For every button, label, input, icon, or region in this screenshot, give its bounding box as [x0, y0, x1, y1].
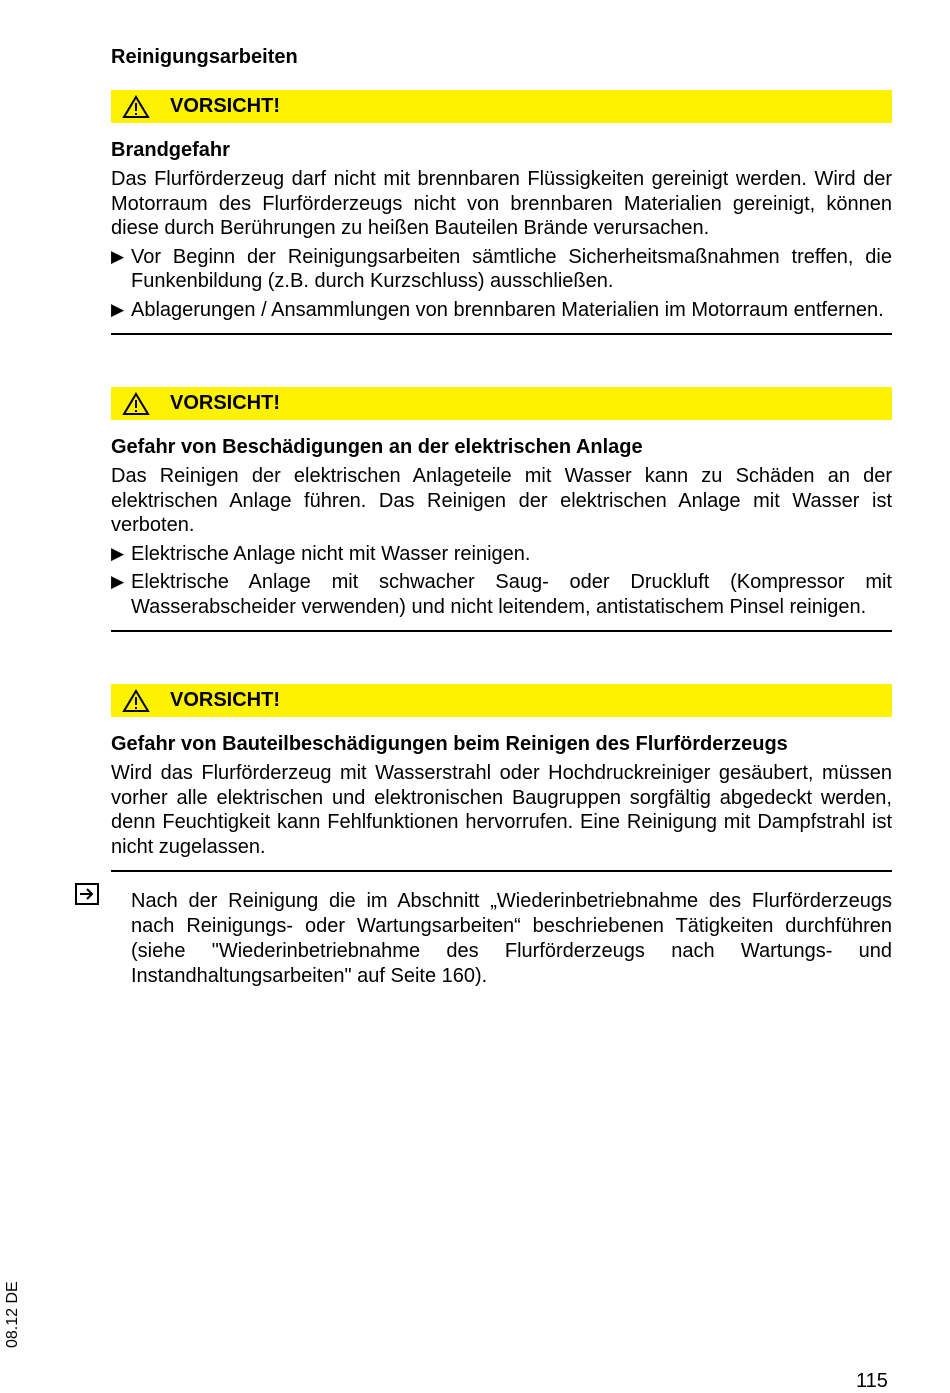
arrow-right-icon: [75, 883, 99, 905]
list-item: ▶ Elektrische Anlage nicht mit Wasser reinigen.: [111, 542, 531, 565]
warning-body: Das Reinigen der elektrischen Anlageteile mit Wasser kann zu Schäden an der elektrischen Anlage führen. Das Reinigen der elektrischen Anlage mit Wasser ist verboten.: [111, 465, 892, 536]
list-item: ▶ Ablagerungen / Ansammlungen von brennbaren Materialien im Motorraum entfernen.: [111, 298, 884, 321]
list-item: ▶ Vor Beginn der Reinigungsarbeiten sämtliche Sicherheitsmaßnahmen treffen, die Funkenbildung (z.B. durch Kurzschluss) ausschließen.: [111, 245, 892, 292]
bullet-triangle-icon: ▶: [111, 572, 125, 591]
warning-block-electrical: [111, 387, 892, 632]
note-text: Nach der Reinigung die im Abschnitt „Wiederinbetriebnahme des Flurförderzeugs nach Reinigungs- oder Wartungsarbeiten“ beschriebenen Tätigkeiten durchführen (siehe "Wiederinbetriebnahme des Flurförderzeugs nach Wartungs- und Instandhaltungsarbeiten" auf Seite 160).: [131, 890, 892, 987]
list-item: ▶ Elektrische Anlage mit schwacher Saug- oder Druckluft (Kompressor mit Wasserabscheider verwenden) und nicht leitendem, antistatischem Pinsel reinigen.: [111, 571, 892, 618]
warning-label: VORSICHT!: [170, 95, 280, 117]
warning-body: Wird das Flurförderzeug mit Wasserstrahl oder Hochdruckreiniger gesäubert, müssen vorher alle elektrischen und elektronischen Baugruppen sorgfältig abgedeckt werden, denn Feuchtigkeit kann Fehlfunktionen hervorrufen. Eine Reinigung mit Dampfstrahl ist nicht zugelassen.: [111, 762, 892, 858]
bullet-triangle-icon: ▶: [111, 299, 125, 319]
warning-heading: Gefahr von Bauteilbeschädigungen beim Reinigen des Flurförderzeugs: [111, 733, 788, 755]
warning-triangle-icon: [122, 95, 150, 119]
warning-block-fire: [111, 90, 892, 335]
divider: [111, 630, 892, 632]
divider: [111, 333, 892, 335]
warning-block-components: [111, 684, 892, 872]
warning-label: VORSICHT!: [170, 689, 280, 711]
warning-banner: [111, 387, 892, 420]
footer-code: 08.12 DE: [4, 1281, 21, 1348]
warning-label: VORSICHT!: [170, 392, 280, 414]
bullet-triangle-icon: ▶: [111, 543, 125, 563]
warning-banner: [111, 90, 892, 123]
warning-body: Das Flurförderzeug darf nicht mit brennbaren Flüssigkeiten gereinigt werden. Wird der Motorraum des Flurförderzeugs nicht von brennbaren Materialien gereinigt, können diese durch Berührungen zu heißen Bauteilen Brände verursachen.: [111, 168, 892, 239]
divider: [111, 870, 892, 872]
warning-banner: [111, 684, 892, 717]
page-number: 115: [856, 1370, 888, 1392]
warning-triangle-icon: [122, 689, 150, 713]
bullet-triangle-icon: ▶: [111, 246, 125, 266]
section-title: Reinigungsarbeiten: [111, 46, 298, 68]
warning-heading: Gefahr von Beschädigungen an der elektrischen Anlage: [111, 436, 643, 458]
warning-heading: Brandgefahr: [111, 139, 230, 161]
warning-triangle-icon: [122, 392, 150, 416]
